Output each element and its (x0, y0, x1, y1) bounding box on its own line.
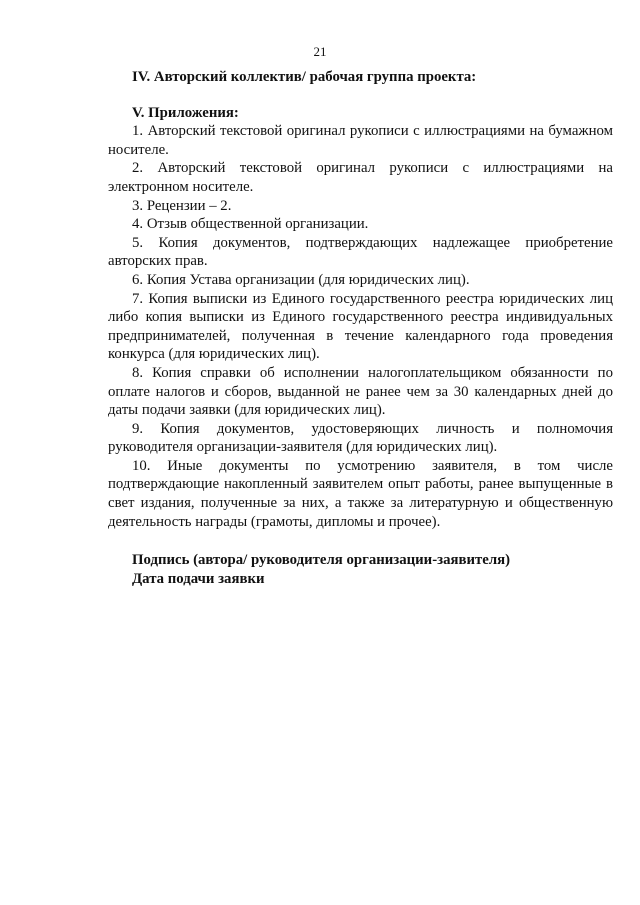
list-item-number: 4. (132, 216, 144, 233)
list-item (108, 159, 613, 196)
list-item (108, 122, 613, 159)
document-content (108, 68, 613, 588)
list-item-number: 1. (132, 123, 144, 140)
signature-block (108, 551, 613, 588)
list-item (108, 271, 613, 290)
page-number: 21 (313, 44, 327, 59)
list-item-number: 3. (132, 197, 144, 214)
section-5-heading: V. Приложения: (132, 104, 239, 121)
list-item (108, 290, 613, 364)
list-item (108, 457, 613, 531)
submission-date-line: Дата подачи заявки (132, 570, 265, 587)
list-item-text: Авторский текстовой оригинал рукописи с иллюстрациями на бумажном носителе. (108, 123, 614, 158)
list-item-text: Авторский текстовой оригинал рукописи с иллюстрациями на электронном носителе. (108, 160, 613, 195)
attachments-list (108, 122, 613, 531)
list-item-text: Рецензии – 2. (146, 197, 232, 214)
list-item (108, 215, 613, 234)
list-item (108, 364, 613, 420)
signature-line: Подпись (автора/ руководителя организации-заявителя) (132, 552, 511, 569)
list-item-number: 9. (132, 420, 144, 437)
list-item-number: 7. (132, 290, 144, 307)
section-4-heading: IV. Авторский коллектив/ рабочая группа проекта: (132, 69, 477, 85)
list-item (108, 197, 613, 216)
list-item-text: Копия выписки из Единого государственного реестра юридических лиц либо копия выписки из Единого государственного реестра индивидуальных предпринимателей, полученная в течение календарного года проведения конкурса (для юридических лиц). (108, 290, 614, 363)
list-item-number: 6. (132, 271, 144, 288)
list-item-number: 10. (132, 457, 151, 474)
list-item-text: Копия документов, подтверждающих надлежащее приобретение авторских прав. (108, 234, 613, 270)
list-item-number: 5. (132, 234, 144, 251)
list-item-text: Копия Устава организации (для юридических лиц). (146, 271, 470, 288)
list-item-number: 8. (132, 364, 144, 381)
list-item-text: Копия документов, удостоверяющих личность и полномочия руководителя организации-заявителя (для юридических лиц). (108, 420, 614, 456)
list-item-text: Копия справки об исполнении налогоплательщиком обязанности по оплате налогов и сборов, выданной не ранее чем за 30 календарных дней до даты подачи заявки (для юридических лиц). (108, 364, 613, 419)
list-item-text: Иные документы по усмотрению заявителя, в том числе подтверждающие накопленный заявителем опыт работы, ранее выпущенные в свет издания, полученные за них, а также за литературную и общественную деятельность награды (грамоты, дипломы и прочее). (108, 457, 613, 530)
list-item (108, 234, 613, 271)
list-item-number: 2. (132, 160, 144, 177)
list-item (108, 420, 613, 457)
list-item-text: Отзыв общественной организации. (146, 216, 369, 233)
